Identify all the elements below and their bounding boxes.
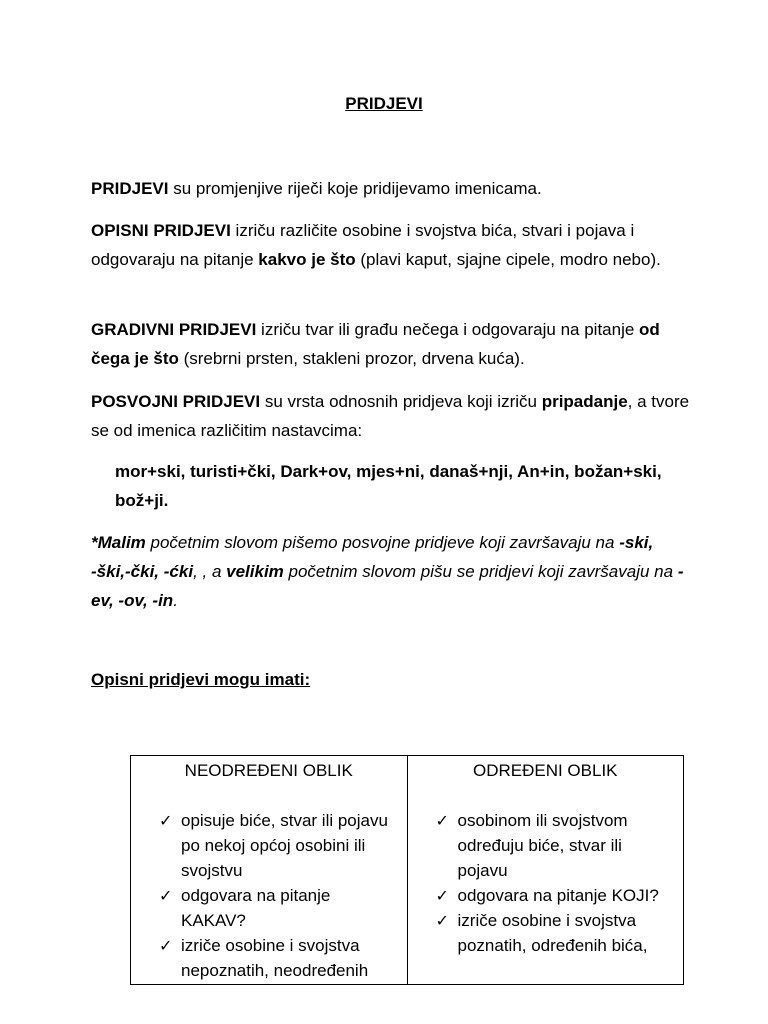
page-title: PRIDJEVI bbox=[345, 94, 423, 113]
checkmark-icon: ✓ bbox=[435, 811, 449, 830]
checkmark-icon: ✓ bbox=[435, 911, 449, 930]
question-kakvo: kakvo je što bbox=[258, 250, 356, 269]
comparison-table bbox=[130, 755, 684, 985]
list-item-text: opisuje biće, stvar ili pojavu po nekoj općoj osobini ili svojstvu bbox=[181, 811, 388, 880]
checkmark-icon: ✓ bbox=[159, 886, 173, 905]
term-pridjevi: PRIDJEVI bbox=[91, 179, 169, 198]
paragraph-text: . bbox=[173, 591, 178, 610]
paragraph-text: početnim slovom pišu se pridjevi koji završavaju na bbox=[283, 562, 678, 581]
list-item bbox=[159, 933, 397, 983]
paragraph-definition bbox=[91, 174, 691, 203]
paragraph-text: , a tvore se od imenica različitim nastavcima: bbox=[91, 392, 690, 440]
examples-suffixes: mor+ski, turisti+čki, Dark+ov, mjes+ni, današ+nji, An+in, božan+ski, bož+ji. bbox=[115, 462, 662, 510]
column-header: ODREĐENI OBLIK bbox=[472, 761, 618, 780]
list-item bbox=[436, 808, 674, 883]
list-item bbox=[436, 908, 674, 958]
paragraph-text: izriču različite osobine i svojstva bića, stvari i pojava i odgovaraju na pitanje bbox=[91, 221, 635, 269]
paragraph-gradivni bbox=[91, 315, 691, 373]
paragraph-posvojni bbox=[91, 387, 691, 445]
paragraph-text: (plavi kaput, sjajne cipele, modro nebo). bbox=[355, 250, 661, 269]
checkmark-icon: ✓ bbox=[159, 936, 173, 955]
term-gradivni: GRADIVNI PRIDJEVI bbox=[91, 320, 257, 339]
section-subheading: Opisni pridjevi mogu imati: bbox=[91, 670, 311, 689]
term-opisni: OPISNI PRIDJEVI bbox=[91, 221, 231, 240]
paragraph-text: , , a bbox=[193, 562, 227, 581]
paragraph-text: izriču tvar ili građu nečega i odgovaraju na pitanje bbox=[256, 320, 640, 339]
list-item-text: odgovara na pitanje KOJI? bbox=[457, 886, 659, 905]
column-header: NEODREĐENI OBLIK bbox=[184, 761, 353, 780]
list-item-text: osobinom ili svojstvom određuju biće, stvar ili pojavu bbox=[457, 811, 628, 880]
list-item bbox=[436, 883, 674, 908]
paragraph-note bbox=[91, 528, 691, 615]
note-velikim: velikim bbox=[226, 562, 284, 581]
list-item-text: odgovara na pitanje KAKAV? bbox=[181, 886, 331, 930]
checkmark-icon: ✓ bbox=[435, 886, 449, 905]
list-item-text: izriče osobine i svojstva nepoznatih, neodređenih bbox=[181, 936, 369, 980]
paragraph-text: su promjenjive riječi koje pridijevamo imenicama. bbox=[168, 179, 542, 198]
question-od-cega: od čega je što bbox=[91, 320, 660, 368]
paragraph-text: (srebrni prsten, stakleni prozor, drvena kuća). bbox=[178, 349, 525, 368]
list-item bbox=[159, 883, 397, 933]
table-column-neodredeni bbox=[131, 756, 407, 984]
paragraph-opisni bbox=[91, 216, 691, 274]
term-posvojni: POSVOJNI PRIDJEVI bbox=[91, 392, 261, 411]
paragraph-text: su vrsta odnosnih pridjeva koji izriču bbox=[260, 392, 542, 411]
note-malim: *Malim bbox=[91, 533, 146, 552]
note-suffixes-upper: -ev, -ov, -in bbox=[91, 562, 684, 610]
list-item bbox=[159, 808, 397, 883]
paragraph-text: početnim slovom pišemo posvojne pridjeve koji završavaju na bbox=[145, 533, 620, 552]
note-suffixes-lower: -ski, -ški,-čki, -ćki bbox=[91, 533, 654, 581]
list-item-text: izriče osobine i svojstva poznatih, određenih bića, bbox=[457, 911, 648, 955]
checkmark-icon: ✓ bbox=[159, 811, 173, 830]
term-pripadanje: pripadanje bbox=[541, 392, 628, 411]
table-column-odredeni bbox=[407, 756, 684, 984]
